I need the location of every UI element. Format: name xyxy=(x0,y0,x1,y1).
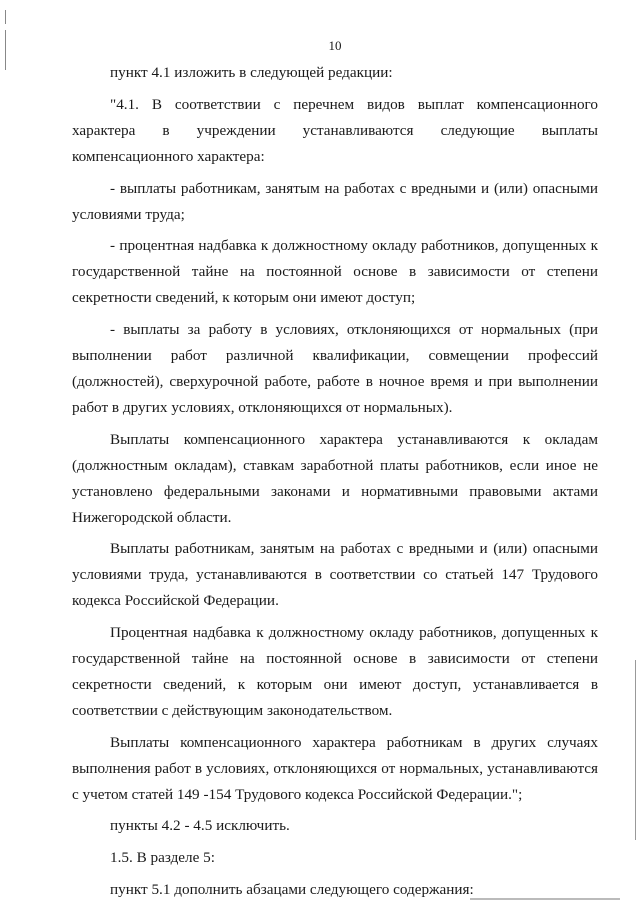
paragraph: "4.1. В соответствии с перечнем видов выплат компенсационного характера в учреждении устанавливаются следующие выплаты компенсационного характера: xyxy=(72,95,598,165)
list-item-paragraph: - выплаты работникам, занятым на работах с вредными и (или) опасными условиями труда; xyxy=(72,179,598,223)
list-item-paragraph: - выплаты за работу в условиях, отклоняющихся от нормальных (при выполнении работ различной квалификации, совмещении профессий (должностей), сверхурочной работе, работе в ночное время и при выполнении работ в других условиях, отклоняющихся от нормальных). xyxy=(72,321,598,416)
scan-edge-mark xyxy=(5,10,6,24)
paragraph: пункт 5.1 дополнить абзацами следующего содержания: xyxy=(110,881,474,899)
document-body xyxy=(72,60,598,903)
paragraph: пункты 4.2 - 4.5 исключить. xyxy=(110,817,290,835)
paragraph: пункт 4.1 изложить в следующей редакции: xyxy=(110,64,393,81)
scan-edge-mark xyxy=(635,660,636,840)
list-item-paragraph: - процентная надбавка к должностному окладу работников, допущенных к государственной тайне на постоянной основе в зависимости от степени секретности сведений, к которым они имеют доступ; xyxy=(72,237,598,307)
section-heading: 1.5. В разделе 5: xyxy=(110,849,215,867)
paragraph: Процентная надбавка к должностному окладу работников, допущенных к государственной тайне на постоянной основе в зависимости от степени секретности сведений, к которым они имеют доступ, устанавливается в соответствии с действующим законодательством. xyxy=(72,624,598,719)
paragraph: Выплаты компенсационного характера работникам в других случаях выполнения работ в условиях, отклоняющихся от нормальных, устанавливаются с учетом статей 149 -154 Трудового кодекса Российской Федерации."; xyxy=(72,733,598,803)
page-number: 10 xyxy=(328,38,342,53)
paragraph: Выплаты работникам, занятым на работах с вредными и (или) опасными условиями труда, устанавливаются в соответствии со статьей 147 Трудового кодекса Российской Федерации. xyxy=(72,540,598,610)
paragraph: Выплаты компенсационного характера устанавливаются к окладам (должностным окладам), ставкам заработной платы работников, если иное не установлено федеральными законами и нормативными правовыми актами Нижегородской области. xyxy=(72,430,598,526)
